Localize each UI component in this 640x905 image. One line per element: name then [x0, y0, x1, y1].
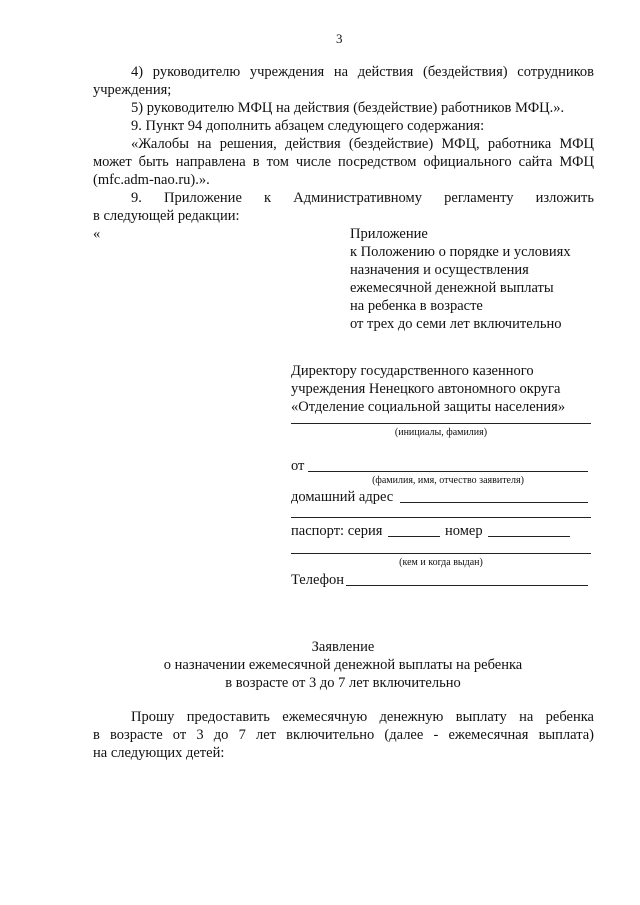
- paragraph-9: 9. Пункт 94 дополнить абзацем следующего содержания:: [131, 118, 485, 134]
- phone-label: Телефон: [291, 572, 344, 588]
- appendix-line-5: на ребенка в возрасте: [350, 298, 483, 314]
- quote-line-1: «Жалобы на решения, действия (бездействие) МФЦ, работника МФЦ: [131, 136, 594, 152]
- appendix-line-2: к Положению о порядке и условиях: [350, 244, 571, 260]
- appendix-line-3: назначения и осуществления: [350, 262, 529, 278]
- quote-line-2: может быть направлена в том числе посредством официального сайта МФЦ: [93, 154, 594, 170]
- passport-number-field[interactable]: [488, 536, 570, 537]
- home-address-field-2[interactable]: [291, 517, 591, 518]
- passport-series-label: паспорт: серия: [291, 523, 383, 539]
- addressee-line-3: «Отделение социальной защиты населения»: [291, 399, 566, 415]
- from-label: от: [291, 458, 305, 474]
- appendix-line-4: ежемесячной денежной выплаты: [350, 280, 554, 296]
- item-4: 4) руководителю учреждения на действия (бездействия) сотрудников: [131, 64, 594, 80]
- statement-body-line-3: на следующих детей:: [93, 745, 225, 761]
- passport-issued-field[interactable]: [291, 553, 591, 554]
- appendix-line-6: от трех до семи лет включительно: [350, 316, 562, 332]
- statement-title: Заявление: [311, 639, 375, 655]
- open-quote: «: [93, 226, 101, 242]
- quote-line-3: (mfc.adm-nao.ru).».: [93, 172, 210, 188]
- home-address-field[interactable]: [400, 502, 588, 503]
- paragraph-9b-line-1: 9. Приложение к Административному регламенту изложить: [131, 190, 594, 206]
- paragraph-9b-line-2: в следующей редакции:: [93, 208, 240, 224]
- initials-hint: (инициалы, фамилия): [394, 427, 488, 438]
- addressee-line-2: учреждения Ненецкого автономного округа: [291, 381, 561, 397]
- applicant-name-field[interactable]: [308, 471, 588, 472]
- passport-series-field[interactable]: [388, 536, 440, 537]
- passport-number-label: номер: [445, 523, 483, 539]
- item-5: 5) руководителю МФЦ на действия (бездействие) работников МФЦ.».: [131, 100, 565, 116]
- appendix-line-1: Приложение: [350, 226, 428, 242]
- item-4-cont: учреждения;: [93, 82, 172, 98]
- statement-body-line-1: Прошу предоставить ежемесячную денежную выплату на ребенка: [131, 709, 594, 725]
- statement-body-line-2: в возрасте от 3 до 7 лет включительно (далее - ежемесячная выплата): [93, 727, 594, 743]
- statement-subtitle-line-2: в возрасте от 3 до 7 лет включительно: [225, 675, 461, 691]
- phone-field[interactable]: [346, 585, 588, 586]
- home-address-label: домашний адрес: [291, 489, 394, 505]
- page-number: 3: [336, 31, 343, 46]
- addressee-line-1: Директору государственного казенного: [291, 363, 534, 379]
- fio-hint: (фамилия, имя, отчество заявителя): [372, 475, 524, 486]
- issued-hint: (кем и когда выдан): [399, 557, 483, 568]
- initials-field[interactable]: [291, 423, 591, 424]
- statement-subtitle-line-1: о назначении ежемесячной денежной выплаты на ребенка: [163, 657, 523, 673]
